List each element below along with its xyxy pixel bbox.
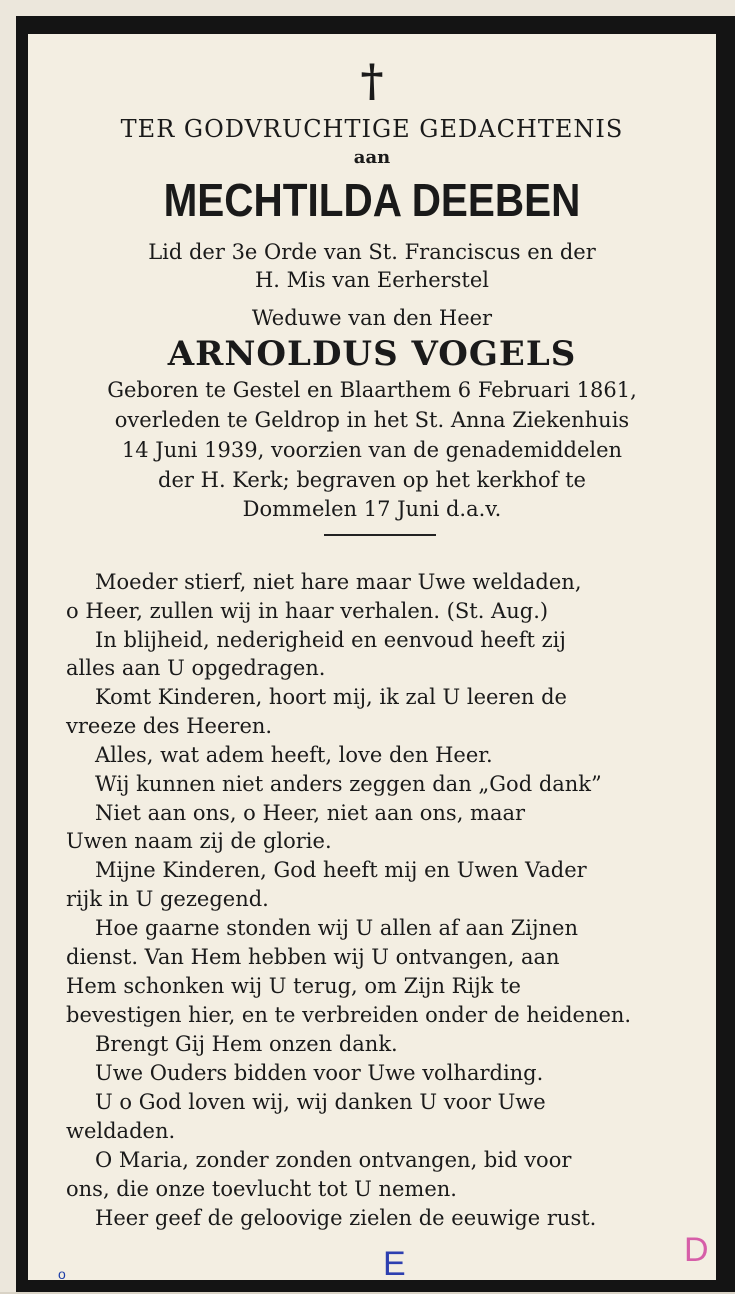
body-line: Brengt Gij Hem onzen dank. [95,1032,398,1056]
body-line: U o God loven wij, wij danken U voor Uwe [95,1090,546,1114]
handwritten-e-mark: E [383,1245,406,1283]
memorial-heading: TER GODVRUCHTIGE GEDACHTENIS [120,115,624,143]
body-line: ons, die onze toevlucht tot U nemen. [66,1177,457,1201]
body-line: In blijheid, nederigheid en eenvoud heeft zij [95,628,566,652]
body-line: Wij kunnen niet anders zeggen dan „God dank” [95,772,602,796]
card-paper [28,34,716,1283]
membership-line-2: H. Mis van Eerherstel [254,268,490,292]
body-line: Hem schonken wij U terug, om Zijn Rijk te [66,974,521,998]
body-line: alles aan U opgedragen. [66,656,326,680]
body-line: rijk in U gezegend. [66,887,269,911]
body-line: weldaden. [66,1119,176,1143]
body-line: Uwe Ouders bidden voor Uwe volharding. [95,1061,544,1085]
bio-line-2: overleden te Geldrop in het St. Anna Ziekenhuis [114,408,630,432]
body-line: O Maria, zonder zonden ontvangen, bid voor [95,1148,572,1172]
handwritten-d-mark: D [684,1231,709,1269]
body-line: Komt Kinderen, hoort mij, ik zal U leeren de [95,685,567,709]
aan-label: aan [353,147,391,168]
handwritten-dot-mark: o [58,1266,66,1282]
bio-line-3: 14 Juni 1939, voorzien van de genademiddelen [121,438,623,462]
divider-line [324,534,436,536]
body-line: Hoe gaarne stonden wij U allen af aan Zijnen [95,916,578,940]
membership-line-1: Lid der 3e Orde van St. Franciscus en der [148,240,596,264]
widow-line: Weduwe van den Heer [251,306,493,330]
body-line: Moeder stierf, niet hare maar Uwe weldaden, [95,570,582,594]
bio-line-5: Dommelen 17 Juni d.a.v. [242,497,502,521]
body-line: Uwen naam zij de glorie. [66,829,332,853]
body-line: dienst. Van Hem hebben wij U ontvangen, aan [66,945,560,969]
bio-line-4: der H. Kerk; begraven op het kerkhof te [158,468,586,492]
card-content [28,34,716,1283]
cross-icon: † [360,56,384,107]
body-line: Heer geef de geloovige zielen de eeuwige rust. [95,1206,597,1230]
body-line: bevestigen hier, en te verbreiden onder de heidenen. [66,1003,632,1027]
body-line: o Heer, zullen wij in haar verhalen. (St. Aug.) [66,599,549,623]
body-line: Alles, wat adem heeft, love den Heer. [95,743,493,767]
bio-line-1: Geboren te Gestel en Blaarthem 6 Februari 1861, [107,378,637,402]
body-line: Mijne Kinderen, God heeft mij en Uwen Vader [95,858,587,882]
husband-name: ARNOLDUS VOGELS [167,334,577,374]
deceased-name: MECHTILDA DEEBEN [163,174,581,226]
body-line: vreeze des Heeren. [66,714,273,738]
body-line: Niet aan ons, o Heer, niet aan ons, maar [95,801,526,825]
